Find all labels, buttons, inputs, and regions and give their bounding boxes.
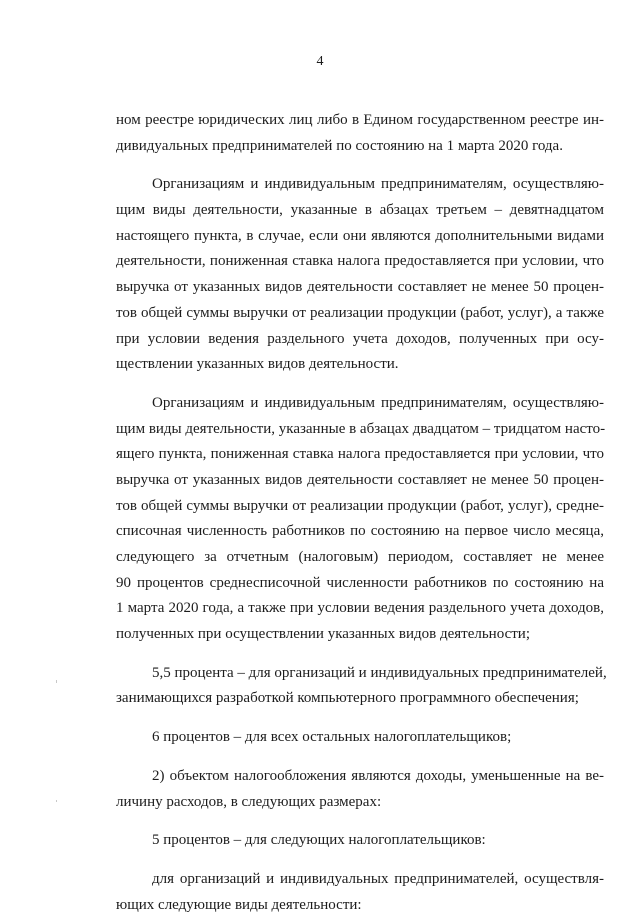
- page-number: 4: [316, 54, 324, 69]
- text-line: ществлении указанных видов деятельности.: [116, 356, 399, 373]
- text-line: для организаций и индивидуальных предпринимателей, осуществля-: [152, 870, 604, 887]
- text-line: выручка от указанных видов деятельности составляет не менее 50 процен-: [116, 279, 604, 296]
- paragraph: [116, 172, 604, 378]
- text-line: деятельности, пониженная ставка налога предоставляется при условии, что: [116, 253, 604, 270]
- paragraph-gap: [116, 712, 604, 725]
- text-line: дивидуальных предпринимателей по состоянию на 1 марта 2020 года.: [116, 137, 563, 154]
- paragraph-gap: [116, 648, 604, 661]
- paragraph-gap: [116, 815, 604, 828]
- paragraph: [116, 108, 604, 159]
- text-line: полученных при осуществлении указанных видов деятельности;: [116, 626, 530, 643]
- text-line: 2) объектом налогообложения являются доходы, уменьшенные на ве-: [152, 767, 604, 784]
- text-line: ном реестре юридических лиц либо в Едином государственном реестре ин-: [116, 112, 604, 128]
- paragraph-gap: [116, 378, 604, 391]
- text-line: следующего за отчетным (налоговым) периодом, составляет не менее: [116, 549, 604, 565]
- text-line: щим виды деятельности, указанные в абзацах третьем – девятнадцатом: [116, 202, 604, 219]
- text-line: Организациям и индивидуальным предпринимателям, осуществляю-: [152, 394, 604, 411]
- document-body: [116, 108, 607, 918]
- text-line: ящего пункта, пониженная ставка налога предоставляется при условии, что: [116, 446, 604, 463]
- text-line: настоящего пункта, в случае, если они являются дополнительными видами: [116, 227, 604, 244]
- paragraph-gap: [116, 854, 604, 867]
- paragraph: [116, 661, 607, 712]
- text-line: тов общей суммы выручки от реализации продукции (работ, услуг), а также: [116, 304, 604, 321]
- paragraph: [116, 828, 604, 854]
- scan-margin-mark: [56, 680, 57, 683]
- paragraph: [116, 725, 604, 751]
- text-line: 6 процентов – для всех остальных налогоплательщиков;: [152, 729, 512, 746]
- text-line: тов общей суммы выручки от реализации продукции (работ, услуг), средне-: [116, 497, 604, 514]
- paragraph-gap: [116, 159, 604, 172]
- text-line: выручка от указанных видов деятельности составляет не менее 50 процен-: [116, 471, 604, 488]
- text-line: списочная численность работников по состоянию на первое число месяца,: [116, 523, 604, 540]
- text-line: личину расходов, в следующих размерах:: [116, 793, 382, 810]
- text-line: щим виды деятельности, указанные в абзацах двадцатом – тридцатом насто-: [116, 420, 606, 437]
- text-line: Организациям и индивидуальным предпринимателям, осуществляю-: [152, 176, 604, 193]
- paragraph: [116, 391, 604, 648]
- scan-margin-mark: [56, 800, 57, 802]
- text-line: 90 процентов среднесписочной численности работников по состоянию на: [116, 574, 604, 591]
- text-line: занимающихся разработкой компьютерного программного обеспечения;: [116, 690, 579, 707]
- text-line: 5 процентов – для следующих налогоплательщиков:: [152, 832, 486, 849]
- paragraph: [116, 867, 604, 918]
- text-line: ющих следующие виды деятельности:: [116, 896, 362, 913]
- text-line: при условии ведения раздельного учета доходов, полученных при осу-: [116, 330, 604, 347]
- paragraph: [116, 764, 604, 815]
- paragraph-gap: [116, 751, 604, 764]
- text-line: 5,5 процента – для организаций и индивидуальных предпринимателей,: [152, 664, 607, 681]
- text-line: 1 марта 2020 года, а также при условии ведения раздельного учета доходов,: [116, 600, 604, 617]
